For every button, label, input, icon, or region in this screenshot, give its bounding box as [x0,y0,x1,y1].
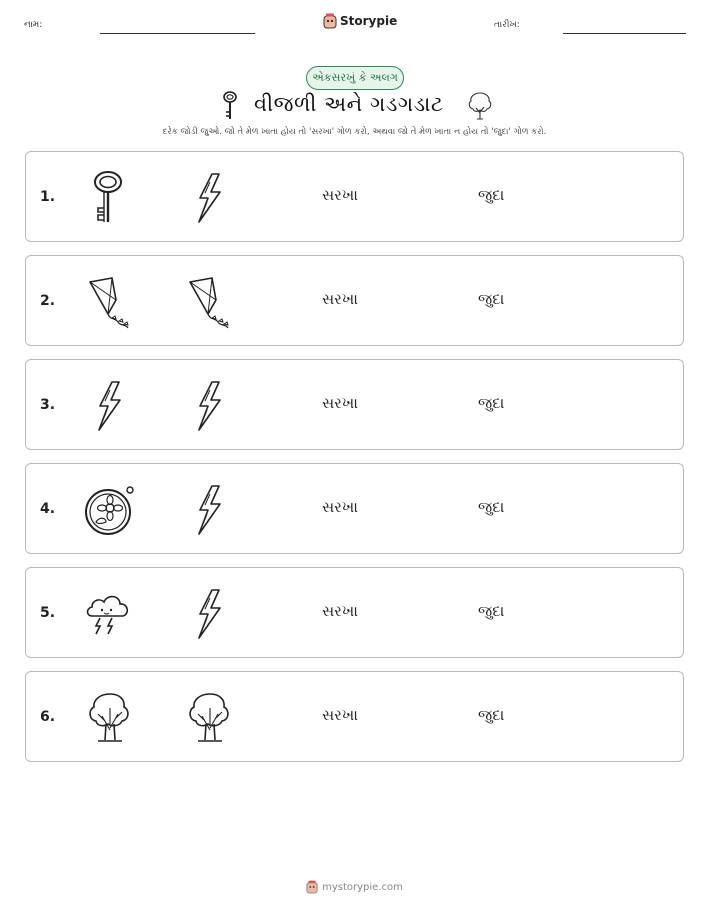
name-label: નામ: [24,20,43,30]
name-line [100,33,255,34]
different-option[interactable]: જુદા [478,498,505,516]
row-number: 4. [40,501,56,517]
storypie-mascot-icon [323,13,337,29]
row-number: 6. [40,709,56,725]
worksheet-header [0,12,709,42]
row-number: 5. [40,605,56,621]
exercise-card [25,255,684,346]
lightning-icon [82,378,138,434]
different-option[interactable]: જુદા [478,706,505,724]
different-option[interactable]: જુદા [478,602,505,620]
storypie-mascot-icon [306,880,318,894]
lightning-icon [182,170,238,226]
page-title: વીજળી અને ગડગડાટ [254,92,444,116]
lightning-icon [182,378,238,434]
row-number: 2. [40,293,56,309]
category-badge: એકસરખું કે અલગ [306,66,404,90]
date-line [563,33,686,34]
row-number: 1. [40,189,56,205]
kite-icon [82,274,138,330]
different-option[interactable]: જુદા [478,186,505,204]
instructions-text: દરેક જોડી જુઓ. જો તે મેળ ખાતા હોય તો 'સરખા' ગોળ કરો, અથવા જો તે મેળ ખાતા ન હોય તો 'જુદા' ગોળ કરો. [162,127,547,137]
date-label: તારીખ: [494,20,520,30]
exercise-card [25,151,684,242]
footer [0,880,709,894]
exercise-card [25,671,684,762]
footer-site: mystorypie.com [322,881,403,893]
key-icon [219,90,241,122]
lightning-icon [182,586,238,642]
tree-icon [182,690,238,746]
same-option[interactable]: સરખા [322,290,358,308]
tree-icon [82,690,138,746]
kite-icon [182,274,238,330]
row-number: 3. [40,397,56,413]
different-option[interactable]: જુદા [478,290,505,308]
exercise-card [25,463,684,554]
different-option[interactable]: જુદા [478,394,505,412]
same-option[interactable]: સરખા [322,186,358,204]
title-row [0,90,709,124]
same-option[interactable]: સરખા [322,498,358,516]
storm-cloud-icon [82,586,138,642]
brand-name: Storypie [340,14,398,28]
same-option[interactable]: સરખા [322,602,358,620]
flower-badge-icon [82,482,138,538]
exercise-card [25,567,684,658]
same-option[interactable]: સરખા [322,706,358,724]
same-option[interactable]: સરખા [322,394,358,412]
brand-logo [323,13,397,29]
lightning-icon [182,482,238,538]
exercise-card [25,359,684,450]
key-icon [82,170,138,226]
tree-icon [465,90,495,122]
